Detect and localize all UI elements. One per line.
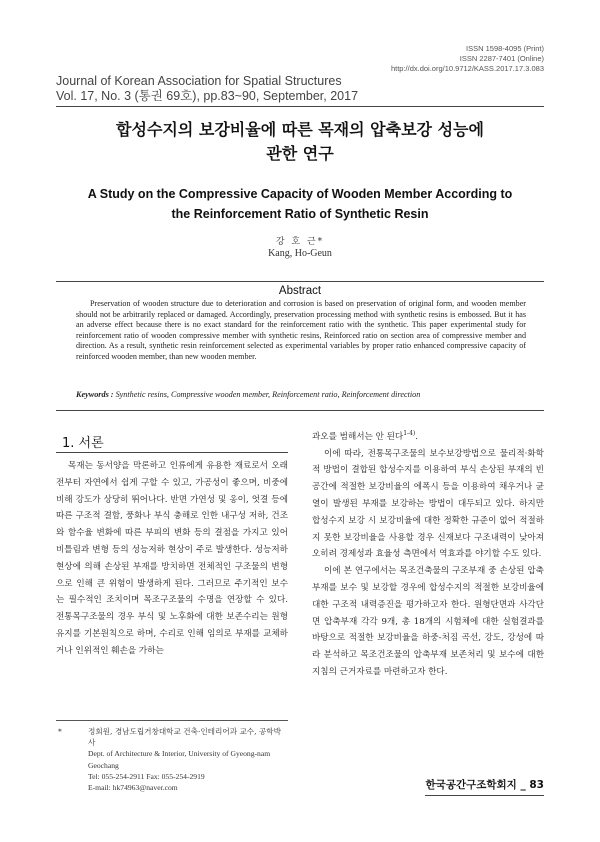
abstract-heading: Abstract xyxy=(278,285,322,297)
paragraph-right-2: 이에 본 연구에서는 목조건축물의 구조부재 중 손상된 압축부재를 보수 및 보강할 경우에 합성수지의 적절한 보강비율에 대한 구조적 내력증진을 평가하고자 한다. 원형단면과 사각단면 압축부재 각각 9개, 총 18개의 시험체에 대한 실험결과를 바탕으로 적절한 보강비율을 하중-처짐 곡선, 강도, 강성에 따라 분석하고 목조건조물의 압축부재 보존처리 및 보수에 대한 지침의 근거자료를 마련하고자 한다. xyxy=(312,566,544,678)
author-english: Kang, Ho-Geun xyxy=(268,248,332,259)
footnote-affiliation-ko: 정회원, 경남도립거창대학교 건축·인테리어과 교수, 공학박사 xyxy=(88,727,281,748)
abstract-top-rule xyxy=(56,281,544,282)
doi-link[interactable]: http://dx.doi.org/10.9712/KASS.2017.17.3.083 xyxy=(390,64,544,73)
title-english-line1: A Study on the Compressive Capacity of Wooden Member According to xyxy=(87,187,513,201)
author-footnote xyxy=(56,726,288,793)
keywords-text: Synthetic resins, Compressive wooden member, Reinforcement ratio, Reinforcement direction xyxy=(115,390,421,399)
body-column-left xyxy=(56,458,288,660)
header-rule xyxy=(56,106,544,107)
paragraph-right-continued: 과오를 범해서는 안 된다$^{1-4)}$. xyxy=(312,430,418,442)
issn-print: ISSN 1598-4095 (Print) xyxy=(466,44,544,53)
paragraph-right-1: 이에 따라, 전통목구조물의 보수보강방법으로 물리적·화학적 방법이 결합된 합성수지를 이용하여 부식 손상된 부재의 빈 공간에 적절한 보강비율의 에폭시 등을 이용하여 채우거나 균열이 발생된 부재를 보강하는 방법이 대두되고 있다. 하지만 합성수지 보강 시 보강비율에 대한 정확한 규준이 없어 적절하지 못한 보강비율을 사용할 경우 신재보다 구조내력이 낮아져 오히려 경제성과 효율성 측면에서 역효과를 야기할 수도 있다. xyxy=(312,448,544,560)
keywords xyxy=(76,390,536,399)
footnote-email[interactable]: E-mail: hk74963@naver.com xyxy=(88,783,178,793)
footnote-mark: * xyxy=(58,727,62,736)
citation-ref: 1-4) xyxy=(403,430,416,437)
issn-online: ISSN 2287-7401 (Online) xyxy=(459,54,544,63)
keywords-label: Keywords : xyxy=(76,390,116,399)
abstract-bottom-rule xyxy=(56,410,544,411)
abstract-text: Preservation of wooden structure due to deterioration and corrosion is based on preservation of original form, and wooden member should not be arbitrarily replaced or damaged. Accordingly, preservation processing method with synthetic resins is embossed. But it has an adverse effect because there is no exact standard for the reinforcement ratio with the synthetic. This paper experimental study for reinforcement ratio of wooden compressive member with synthetic resins, Reinforced ratio on section area of compressive member and direction. As a result, synthetic resin reinforcement selected as experimental variables by proper ratio enhanced compressive capacity of reinforced wooden member, than new wooden member. xyxy=(76,299,526,361)
article-meta xyxy=(284,44,544,74)
title-english xyxy=(56,184,544,224)
journal-issue: Vol. 17, No. 3 (통권 69호), pp.83~90, September, 2017 xyxy=(56,89,359,103)
title-korean-line2: 관한 연구 xyxy=(266,144,334,163)
journal-name: Journal of Korean Association for Spatial Structures xyxy=(56,74,342,88)
section-heading-rule xyxy=(56,452,288,453)
footnote-affiliation-en: Dept. of Architecture & Interior, University of Gyeong-nam Geochang xyxy=(88,749,271,770)
footnote-phone: Tel: 055-254-2911 Fax: 055-254-2919 xyxy=(88,771,205,781)
footnote-rule xyxy=(56,720,288,721)
journal-header xyxy=(56,74,358,104)
title-english-line2: the Reinforcement Ratio of Synthetic Resin xyxy=(171,207,429,221)
footer-rule xyxy=(425,795,544,796)
body-column-right xyxy=(312,426,544,681)
section-heading-introduction: 1. 서론 xyxy=(62,436,104,451)
title-korean-line1: 합성수지의 보강비율에 따른 목재의 압축보강 성능에 xyxy=(116,120,484,139)
title-korean xyxy=(56,118,544,166)
paragraph-left-1: 목재는 동서양을 막론하고 인류에게 유용한 재료로서 오래전부터 자연에서 쉽게 구할 수 있고, 가공성이 좋으며, 비중에 비해 강도가 상당히 뛰어나다. 반면 가연성 및 옹이, 엇결 등에 따른 구조적 결함, 풍화나 부식 충해로 인한 내구성 저하, 건조와 함수율 변화에 따른 부피의 변화 등의 결점을 가지고 있어 비틀림과 변형 등의 성능저하 현상이 주로 발생한다. 성능저하 현상에 의해 손상된 부재를 방치하면 전체적인 구조물의 변형으로 인해 큰 위험이 발생하게 된다. 그러므로 주기적인 보수는 필수적인 조치이며 목조구조물의 수명을 연장할 수 있다. 전통목구조물의 경우 부식 및 노후화에 대한 보존수리는 원형 유지를 기본원칙으로 하며, 수리로 인해 임의로 부재를 교체하거나 인위적인 훼손을 가하는 xyxy=(56,461,288,656)
page-footer: 한국공간구조학회지 _ 83 xyxy=(425,779,544,791)
author-korean: 강 호 근* xyxy=(275,237,325,247)
